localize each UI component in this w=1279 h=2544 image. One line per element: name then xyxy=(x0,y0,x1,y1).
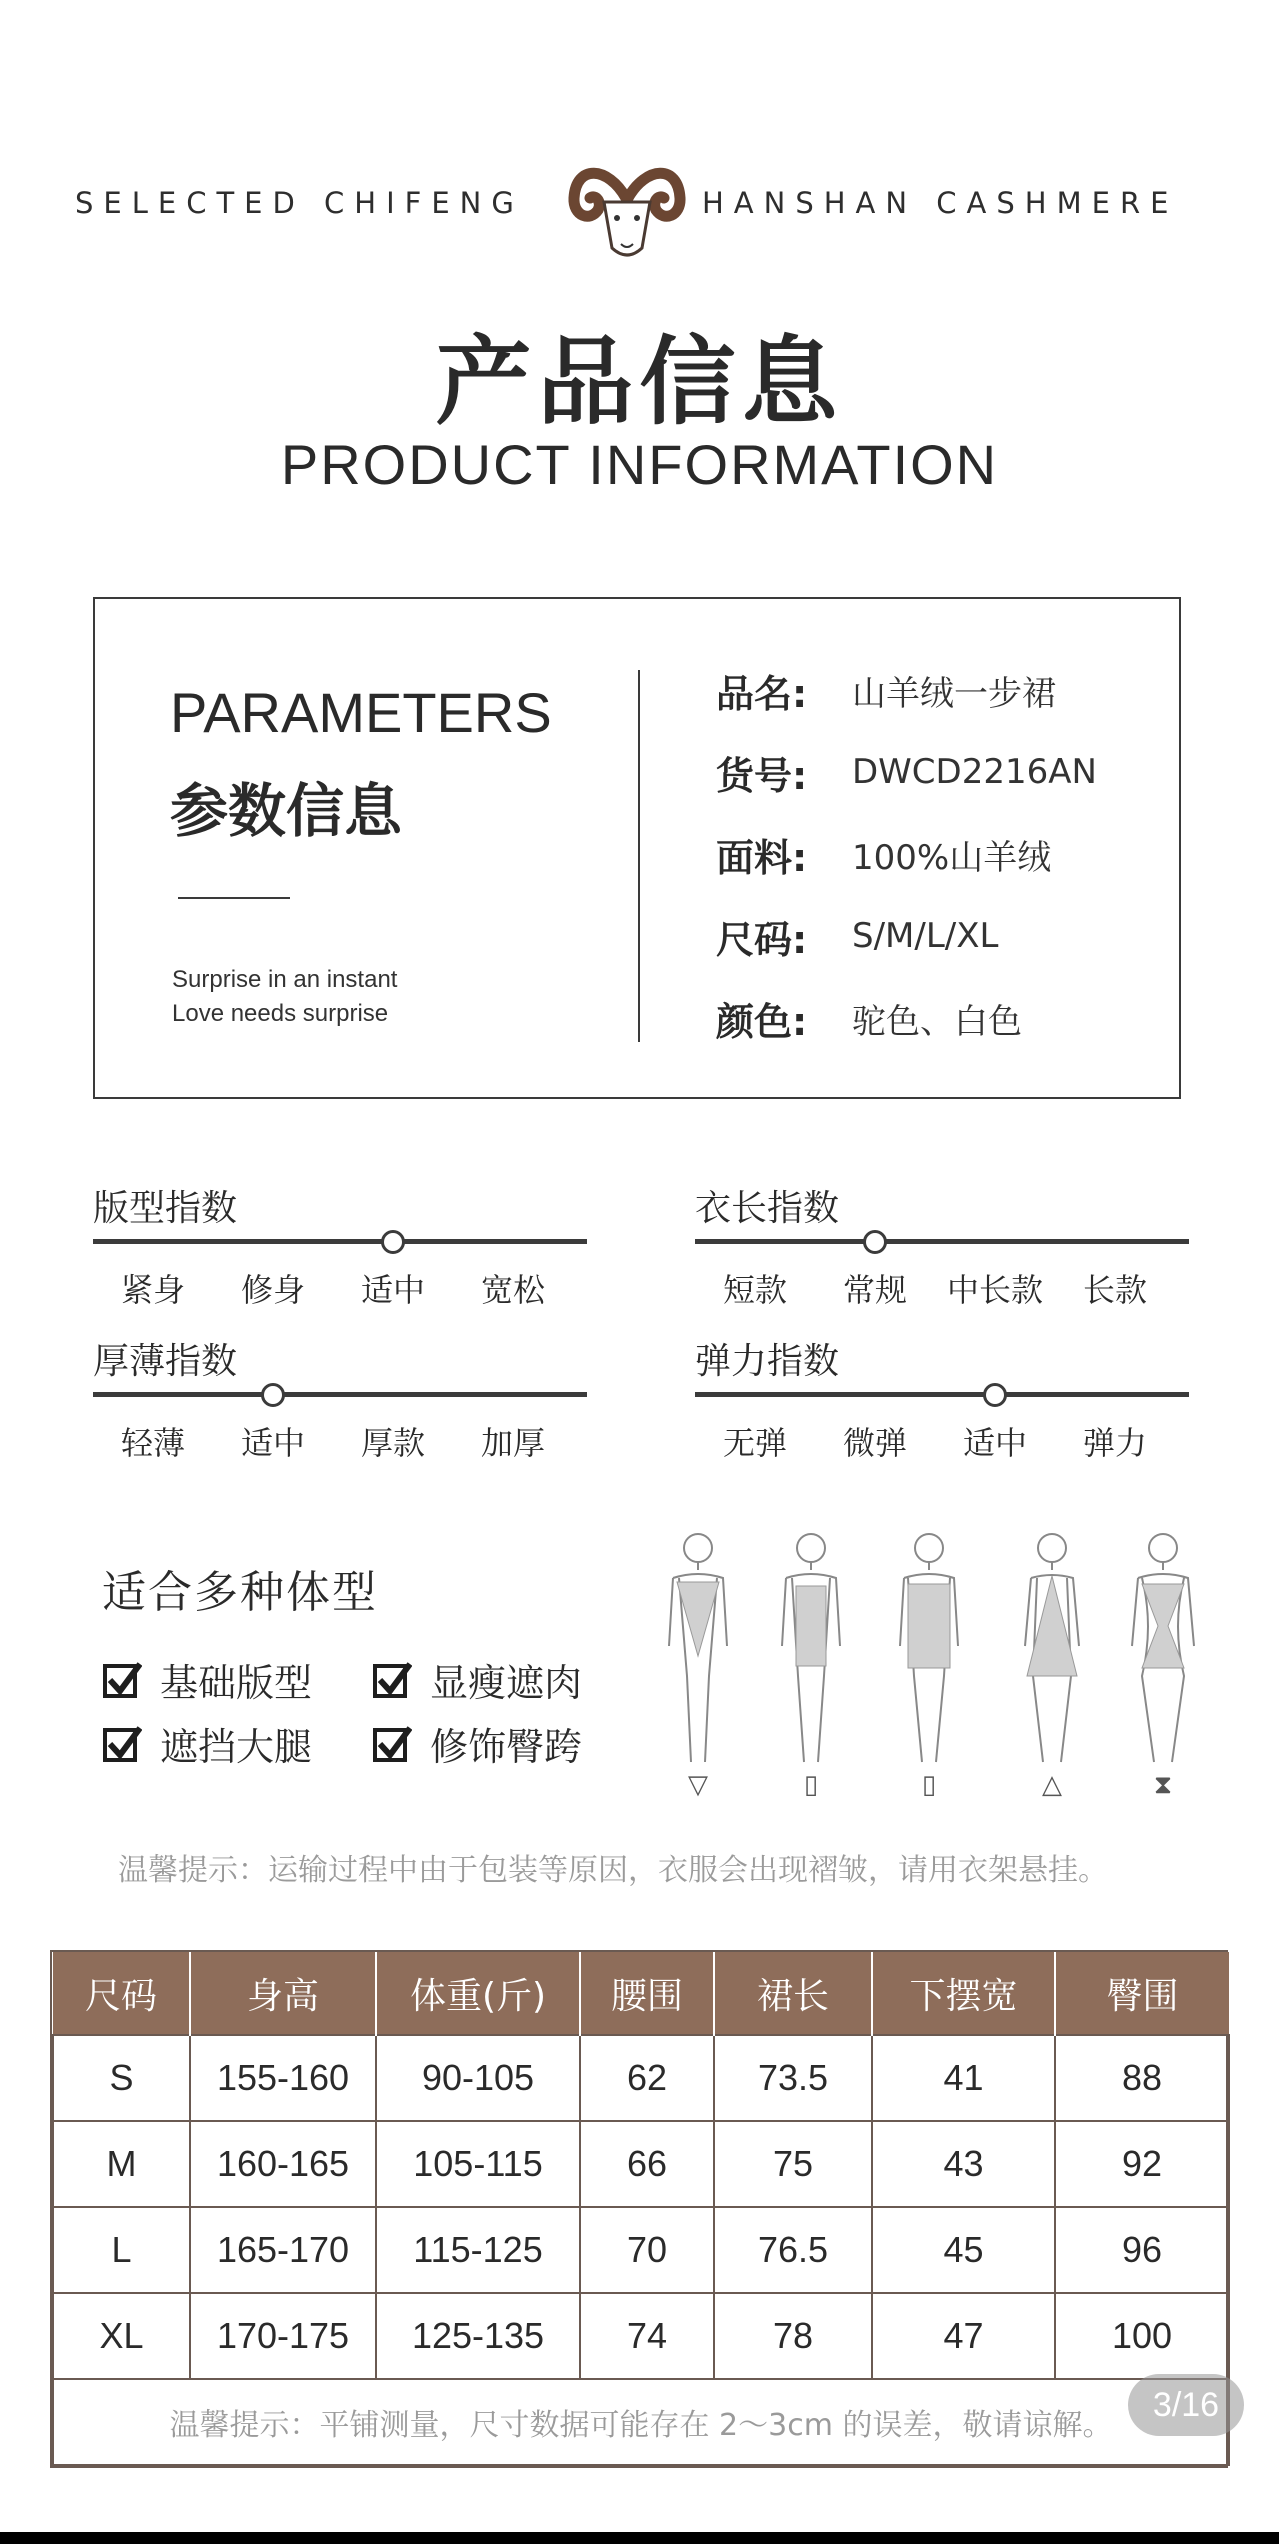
table-cell: 47 xyxy=(872,2293,1055,2379)
index-option-label: 常规 xyxy=(842,1271,907,1309)
body-figure-hourglass-icon xyxy=(1118,1526,1208,1786)
index-option-label: 适中 xyxy=(360,1271,425,1309)
parameters-heading-en: PARAMETERS xyxy=(170,681,552,744)
table-cell: 160-165 xyxy=(190,2121,376,2207)
shape-label-hourglass: ⧗ xyxy=(1153,1770,1173,1800)
parameters-underline xyxy=(178,897,290,899)
table-cell: 41 xyxy=(872,2035,1055,2121)
feature-label: 遮挡大腿 xyxy=(160,1725,313,1769)
spec-value: 山羊绒一步裙 xyxy=(852,673,1056,714)
table-row xyxy=(53,2035,1229,2121)
spec-label: 品名: xyxy=(716,671,808,716)
table-cell: 105-115 xyxy=(376,2121,580,2207)
table-cell: 100 xyxy=(1055,2293,1229,2379)
index-option-label: 适中 xyxy=(240,1424,305,1462)
body-figure-square-icon xyxy=(884,1526,974,1786)
shape-label-rectangle: ▯ xyxy=(803,1770,819,1800)
body-figure-rectangle-icon xyxy=(766,1526,856,1786)
spec-value: S/M/L/XL xyxy=(852,916,999,956)
index-option-label: 紧身 xyxy=(120,1271,185,1309)
spec-value: 100%山羊绒 xyxy=(852,837,1052,878)
table-cell: 90-105 xyxy=(376,2035,580,2121)
ram-head-logo-icon xyxy=(568,158,686,268)
table-cell: M xyxy=(53,2121,190,2207)
shape-label-square: ▯ xyxy=(921,1770,937,1800)
index-slider-knob[interactable] xyxy=(983,1383,1007,1407)
parameters-tagline-1: Surprise in an instant xyxy=(172,966,398,993)
table-header-cell: 尺码 xyxy=(53,1952,190,2035)
spec-row-name xyxy=(716,660,1056,720)
index-title: 弹力指数 xyxy=(695,1341,840,1382)
index-track xyxy=(695,1392,1189,1397)
table-cell: 155-160 xyxy=(190,2035,376,2121)
body-figure-inverted-triangle-icon xyxy=(653,1526,743,1786)
shipping-note: 温馨提示：运输过程中由于包装等原因，衣服会出现褶皱，请用衣架悬挂。 xyxy=(118,1853,1108,1888)
parameters-tagline-2: Love needs surprise xyxy=(172,1000,389,1027)
table-cell: 75 xyxy=(714,2121,872,2207)
table-row xyxy=(53,2293,1229,2379)
table-header-cell: 裙长 xyxy=(714,1952,872,2035)
checkbox-icon xyxy=(372,1660,412,1700)
table-cell: 43 xyxy=(872,2121,1055,2207)
brand-left-text: SELECTED CHIFENG xyxy=(75,186,524,220)
feature-label: 显瘦遮肉 xyxy=(430,1661,583,1705)
index-option-label: 弹力 xyxy=(1082,1424,1147,1462)
table-cell: 45 xyxy=(872,2207,1055,2293)
table-cell: 70 xyxy=(580,2207,714,2293)
table-cell: 96 xyxy=(1055,2207,1229,2293)
index-option-label: 适中 xyxy=(962,1424,1027,1462)
spec-row-fabric xyxy=(716,824,1051,884)
feature-item xyxy=(102,1652,312,1707)
index-option-label: 厚款 xyxy=(360,1424,425,1462)
index-track xyxy=(695,1239,1189,1244)
table-cell: 76.5 xyxy=(714,2207,872,2293)
table-cell: 73.5 xyxy=(714,2035,872,2121)
index-title: 衣长指数 xyxy=(695,1188,840,1229)
table-cell: 66 xyxy=(580,2121,714,2207)
index-title: 厚薄指数 xyxy=(93,1341,238,1382)
index-title: 版型指数 xyxy=(93,1188,238,1229)
table-cell: 78 xyxy=(714,2293,872,2379)
shape-label-inverted-triangle: ▽ xyxy=(688,1770,708,1800)
feature-label: 基础版型 xyxy=(160,1661,313,1705)
spec-label: 面料: xyxy=(716,835,808,880)
page-title-en: PRODUCT INFORMATION xyxy=(280,433,999,496)
table-header-cell: 体重(斤) xyxy=(376,1952,580,2035)
index-slider-knob[interactable] xyxy=(381,1230,405,1254)
spec-value: 驼色、白色 xyxy=(852,1001,1022,1042)
table-header-row xyxy=(53,1952,1229,2035)
feature-item xyxy=(102,1716,312,1771)
checkbox-icon xyxy=(102,1660,142,1700)
spec-label: 货号: xyxy=(716,753,808,798)
index-option-label: 加厚 xyxy=(480,1424,545,1462)
spec-row-color xyxy=(716,988,1022,1048)
checkbox-icon xyxy=(372,1724,412,1764)
page-title-cn: 产品信息 xyxy=(435,326,844,438)
table-cell: XL xyxy=(53,2293,190,2379)
index-option-label: 微弹 xyxy=(842,1424,907,1462)
table-header-cell: 身高 xyxy=(190,1952,376,2035)
index-option-label: 无弹 xyxy=(722,1424,787,1462)
measurement-note: 温馨提示：平铺测量，尺寸数据可能存在 2～3cm 的误差，敬请谅解。 xyxy=(53,2379,1229,2465)
spec-value: DWCD2216AN xyxy=(852,752,1097,792)
checkbox-icon xyxy=(102,1724,142,1764)
spec-row-size xyxy=(716,906,998,966)
feature-item xyxy=(372,1652,582,1707)
table-cell: 92 xyxy=(1055,2121,1229,2207)
table-cell: 115-125 xyxy=(376,2207,580,2293)
table-cell: 74 xyxy=(580,2293,714,2379)
index-slider-knob[interactable] xyxy=(863,1230,887,1254)
brand-right-text: HANSHAN CASHMERE xyxy=(702,186,1179,220)
table-row xyxy=(53,2207,1229,2293)
table-header-cell: 下摆宽 xyxy=(872,1952,1055,2035)
spec-row-item-number xyxy=(716,742,1097,802)
parameters-heading-cn: 参数信息 xyxy=(170,777,403,845)
feature-item xyxy=(372,1716,582,1771)
table-note-row xyxy=(53,2379,1229,2465)
index-option-label: 短款 xyxy=(722,1271,787,1309)
index-option-label: 长款 xyxy=(1082,1271,1147,1309)
shape-label-triangle: △ xyxy=(1042,1770,1062,1800)
index-option-label: 宽松 xyxy=(480,1271,545,1309)
parameters-divider xyxy=(638,670,640,1042)
spec-label: 尺码: xyxy=(716,917,808,962)
spec-label: 颜色: xyxy=(716,999,808,1044)
index-track xyxy=(93,1239,587,1244)
table-cell: S xyxy=(53,2035,190,2121)
index-track xyxy=(93,1392,587,1397)
table-cell: L xyxy=(53,2207,190,2293)
table-cell: 170-175 xyxy=(190,2293,376,2379)
size-table xyxy=(50,1950,1228,2468)
index-option-label: 修身 xyxy=(240,1271,305,1309)
body-type-title: 适合多种体型 xyxy=(102,1567,378,1618)
index-option-label: 轻薄 xyxy=(120,1424,185,1462)
table-cell: 62 xyxy=(580,2035,714,2121)
table-row xyxy=(53,2121,1229,2207)
table-header-cell: 腰围 xyxy=(580,1952,714,2035)
page-indicator-badge[interactable]: 3/16 xyxy=(1128,2374,1244,2436)
table-cell: 88 xyxy=(1055,2035,1229,2121)
body-figure-triangle-icon xyxy=(1007,1526,1097,1786)
index-option-label: 中长款 xyxy=(946,1271,1043,1309)
feature-label: 修饰臀跨 xyxy=(430,1725,583,1769)
bottom-bar xyxy=(0,2532,1279,2544)
index-slider-knob[interactable] xyxy=(261,1383,285,1407)
table-cell: 125-135 xyxy=(376,2293,580,2379)
table-cell: 165-170 xyxy=(190,2207,376,2293)
table-header-cell: 臀围 xyxy=(1055,1952,1229,2035)
